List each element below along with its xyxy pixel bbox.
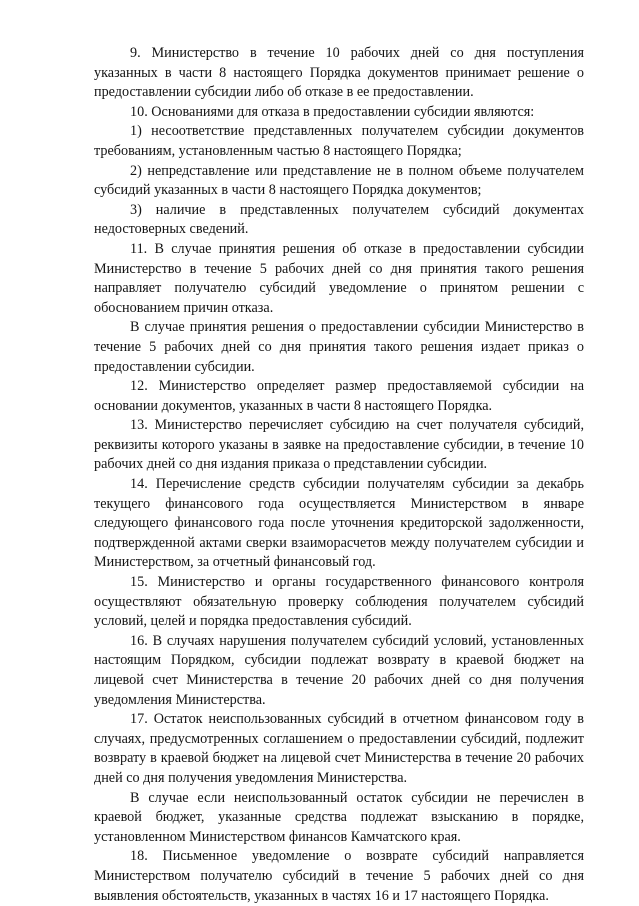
paragraph-item-10-sub-3: 3) наличие в представленных получателем субсидий документах недостоверных сведений. <box>94 201 584 238</box>
paragraph-item-16: 16. В случаях нарушения получателем субсидий условий, установленных настоящим Порядком, субсидии подлежат возврату в краевой бюджет на лицевой счет Министерства в течение 20 рабочих дней со дня получения уведомления Министерства. <box>94 632 584 708</box>
paragraph-item-10: 10. Основаниями для отказа в предоставлении субсидии являются: <box>130 103 535 120</box>
paragraph-item-11-continued: В случае принятия решения о предоставлении субсидии Министерство в течение 5 рабочих дней со дня принятия такого решения издает приказ о предоставлении субсидии. <box>94 319 584 375</box>
paragraph-item-10-sub-1: 1) несоответствие представленных получателем субсидии документов требованиям, установленным частью 8 настоящего Порядка; <box>94 123 584 159</box>
paragraph-item-18: 18. Письменное уведомление о возврате субсидий направляется Министерством получателю субсидий в течение 5 рабочих дней со дня выявления обстоятельств, указанных в частях 16 и 17 настоящего Порядка. <box>94 848 584 904</box>
paragraph-item-17-continued: В случае если неиспользованный остаток субсидии не перечислен в краевой бюджет, указанные средства подлежат взысканию в порядке, установленном Министерством финансов Камчатского края. <box>94 789 584 845</box>
paragraph-item-9: 9. Министерство в течение 10 рабочих дней со дня поступления указанных в части 8 настоящего Порядка документов принимает решение о предоставлении субсидии либо об отказе в ее предоставлении. <box>94 45 584 101</box>
document-body <box>94 44 584 906</box>
paragraph-item-11: 11. В случае принятия решения об отказе в предоставлении субсидии Министерство в течение 5 рабочих дней со дня принятия такого решения направляет получателю субсидий уведомление о принятом решении с обоснованием причин отказа. <box>94 240 584 316</box>
paragraph-item-13: 13. Министерство перечисляет субсидию на счет получателя субсидий, реквизиты которого указаны в заявке на предоставление субсидии, в течение 10 рабочих дней со дня издания приказа о представлении субсидии. <box>94 417 584 473</box>
paragraph-item-10-sub-2: 2) непредставление или представление не в полном объеме получателем субсидий указанных в части 8 настоящего Порядка документов; <box>94 162 584 199</box>
paragraph-item-15: 15. Министерство и органы государственного финансового контроля осуществляют обязательную проверку соблюдения получателем субсидий условий, целей и порядка предоставления субсидий. <box>94 574 584 630</box>
paragraph-item-14: 14. Перечисление средств субсидии получателям субсидии за декабрь текущего финансового года осуществляется Министерством в январе следующего финансового года после уточнения кредиторской задолженности, подтвержденной актами сверки взаиморасчетов между получателем субсидии и Министерством, за отчетный финансовый год. <box>94 476 584 571</box>
paragraph-item-17: 17. Остаток неиспользованных субсидий в отчетном финансовом году в случаях, предусмотренных соглашением о предоставлении субсидий, подлежит возврату в краевой бюджет на лицевой счет Министерства в течение 20 рабочих дней со дня получения уведомления Министерства. <box>94 711 584 786</box>
paragraph-item-12: 12. Министерство определяет размер предоставляемой субсидии на основании документов, указанных в части 8 настоящего Порядка. <box>94 378 584 414</box>
